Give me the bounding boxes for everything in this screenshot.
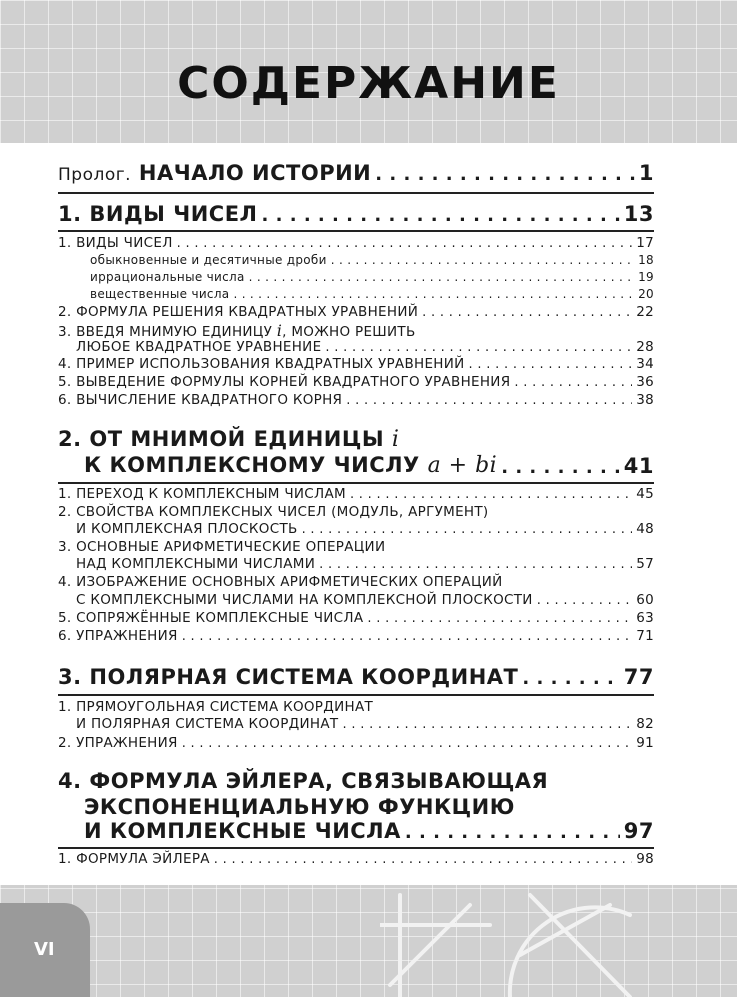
ch3-title: 3. ПОЛЯРНАЯ СИСТЕМА КООРДИНАТ (58, 665, 519, 689)
divider (58, 482, 654, 484)
dot-leader (350, 489, 632, 502)
dot-leader (375, 167, 635, 185)
toc-entry-ch2[interactable]: К КОМПЛЕКСНОМУ ЧИСЛУ a + bi . . . 41 (58, 453, 654, 478)
toc-entry-ch1-s3[interactable]: ЛЮБОЕ КВАДРАТНОЕ УРАВНЕНИЕ . . . 28 (58, 339, 654, 355)
toc-entry-ch2-s4[interactable]: С КОМПЛЕКСНЫМИ ЧИСЛАМИ НА КОМПЛЕКСНОЙ ПЛОСКОСТИ . . . 60 (58, 592, 654, 608)
dot-leader (346, 395, 632, 408)
toc-panel (0, 143, 737, 885)
ch1-page: 13 (623, 202, 654, 226)
dot-leader (501, 460, 620, 478)
dot-leader (249, 272, 634, 284)
toc-entry-ch3[interactable] (58, 665, 654, 689)
toc-entry-ch3-s1-line1[interactable]: 1. ПРЯМОУГОЛЬНАЯ СИСТЕМА КООРДИНАТ (58, 699, 374, 715)
page-number-tab (0, 903, 90, 997)
toc-entry-ch1-s3-line1[interactable]: 3. ВВЕДЯ МНИМУЮ ЕДИНИЦУ i, МОЖНО РЕШИТЬ (58, 321, 416, 340)
dot-leader (469, 359, 633, 372)
toc-entry-ch1-s5[interactable]: 5. ВЫВЕДЕНИЕ ФОРМУЛЫ КОРНЕЙ КВАДРАТНОГО УРАВНЕНИЯ . . . 36 (58, 374, 654, 390)
dot-leader (177, 238, 633, 251)
ch4-title-line1[interactable]: 4. ФОРМУЛА ЭЙЛЕРА, СВЯЗЫВАЮЩАЯ (58, 769, 549, 793)
toc-entry-ch2-s4-line1[interactable]: 4. ИЗОБРАЖЕНИЕ ОСНОВНЫХ АРИФМЕТИЧЕСКИХ ОПЕРАЦИЙ (58, 574, 503, 590)
prologue-title: НАЧАЛО ИСТОРИИ (138, 161, 372, 185)
toc-entry-ch2-s6[interactable]: 6. УПРАЖНЕНИЯ . . . 71 (58, 628, 654, 644)
dot-leader (537, 595, 633, 608)
ch3-page: 77 (623, 665, 654, 689)
dot-leader (342, 719, 632, 732)
ch4-title-line2[interactable]: ЭКСПОНЕНЦИАЛЬНУЮ ФУНКЦИЮ (84, 795, 515, 819)
toc-entry-ch2-s2-line1[interactable]: 2. СВОЙСТВА КОМПЛЕКСНЫХ ЧИСЕЛ (МОДУЛЬ, АРГУМЕНТ) (58, 504, 489, 520)
dot-leader (182, 631, 633, 644)
page-number: VI (34, 939, 55, 960)
dot-leader (522, 671, 619, 689)
toc-entry-ch3-s2[interactable]: 2. УПРАЖНЕНИЯ . . . 91 (58, 735, 654, 751)
dot-leader (214, 854, 632, 867)
dot-leader (405, 825, 620, 843)
ch1-title: 1. ВИДЫ ЧИСЕЛ (58, 202, 258, 226)
toc-entry-ch1-s1a[interactable]: обыкновенные и десятичные дроби . . . 18 (58, 253, 654, 267)
ch4-page: 97 (623, 819, 654, 843)
toc-entry-prologue[interactable] (58, 161, 654, 185)
toc-entry-ch1-s1c[interactable]: вещественные числа . . . 20 (58, 287, 654, 301)
toc-entry-ch1[interactable] (58, 202, 654, 226)
toc-entry-ch4[interactable] (58, 819, 654, 843)
dot-leader (422, 307, 632, 320)
dot-leader (514, 377, 632, 390)
dot-leader (302, 524, 633, 537)
toc-entry-ch3-s1[interactable]: И ПОЛЯРНАЯ СИСТЕМА КООРДИНАТ . . . 82 (58, 716, 654, 732)
toc-entry-ch1-s4[interactable]: 4. ПРИМЕР ИСПОЛЬЗОВАНИЯ КВАДРАТНЫХ УРАВНЕНИЙ . . . 34 (58, 356, 654, 372)
toc-entry-ch1-s6[interactable]: 6. ВЫЧИСЛЕНИЕ КВАДРАТНОГО КОРНЯ . . . 38 (58, 392, 654, 408)
toc-entry-ch2-s5[interactable]: 5. СОПРЯЖЁННЫЕ КОМПЛЕКСНЫЕ ЧИСЛА . . . 63 (58, 610, 654, 626)
dot-leader (325, 342, 632, 355)
toc-entry-ch2-s3[interactable]: НАД КОМПЛЕКСНЫМИ ЧИСЛАМИ . . . 57 (58, 556, 654, 572)
page-title: СОДЕРЖАНИЕ (177, 58, 560, 109)
toc-entry-ch2-s2[interactable]: И КОМПЛЕКСНАЯ ПЛОСКОСТЬ . . . 48 (58, 521, 654, 537)
ch2-title-line1[interactable]: 2. ОТ МНИМОЙ ЕДИНИЦЫ i (58, 427, 400, 452)
toc-entry-ch1-s2[interactable]: 2. ФОРМУЛА РЕШЕНИЯ КВАДРАТНЫХ УРАВНЕНИЙ . . . 22 (58, 304, 654, 320)
toc-entry-ch1-s1[interactable]: 1. ВИДЫ ЧИСЕЛ . . . 17 (58, 235, 654, 251)
divider (58, 694, 654, 696)
dot-leader (182, 738, 633, 751)
toc-entry-ch2-s3-line1[interactable]: 3. ОСНОВНЫЕ АРИФМЕТИЧЕСКИЕ ОПЕРАЦИИ (58, 539, 386, 555)
divider (58, 847, 654, 849)
toc-entry-ch2-s1[interactable]: 1. ПЕРЕХОД К КОМПЛЕКСНЫМ ЧИСЛАМ . . . 45 (58, 486, 654, 502)
divider (58, 230, 654, 232)
divider (58, 192, 654, 194)
decorative-geometry-icon (380, 885, 640, 997)
prologue-page: 1 (638, 161, 654, 185)
toc-entry-ch4-s1[interactable]: 1. ФОРМУЛА ЭЙЛЕРА . . . 98 (58, 851, 654, 867)
ch2-page: 41 (623, 454, 654, 478)
toc-entry-ch1-s1b[interactable]: иррациональные числа . . . 19 (58, 270, 654, 284)
dot-leader (262, 208, 620, 226)
ch4-title-line3: И КОМПЛЕКСНЫЕ ЧИСЛА (84, 819, 401, 843)
dot-leader (367, 613, 632, 626)
dot-leader (331, 255, 634, 267)
dot-leader (319, 559, 632, 572)
prologue-prefix: Пролог. (58, 165, 132, 185)
dot-leader (233, 289, 634, 301)
